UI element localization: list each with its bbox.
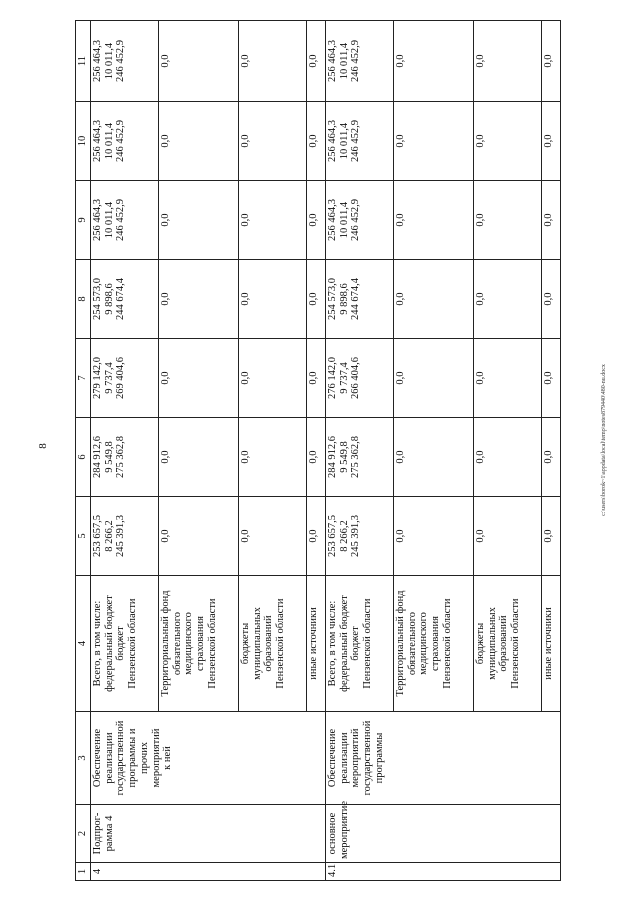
footer-file-path: c:\users\borok~1\appdata\local\temp\notes879440\480-nu.docx [601, 364, 607, 516]
value-cell [90, 102, 158, 181]
column-number-row [76, 21, 91, 881]
value-cell: 0,0 [158, 102, 238, 181]
col-number: 9 [76, 181, 91, 260]
block1-name: Обеспечение реализации государственной программы и прочих мероприятий к ней [90, 712, 325, 805]
value-cell: 0,0 [306, 181, 325, 260]
value-cell [325, 21, 393, 102]
value-line: 253 657,5 [326, 515, 338, 557]
value-cell [90, 497, 158, 576]
value-line: 9 549,8 [103, 441, 115, 473]
value-line: 246 452,9 [115, 199, 127, 241]
value-cell: 0,0 [238, 418, 306, 497]
value-line: 266 404,6 [350, 357, 362, 399]
value-cell: 0,0 [541, 418, 560, 497]
value-line: 254 573,0 [91, 278, 103, 320]
col-number: 6 [76, 418, 91, 497]
value-cell: 0,0 [238, 21, 306, 102]
value-cell [325, 497, 393, 576]
value-line: 256 464,3 [326, 40, 338, 82]
value-line: 8 266,2 [338, 520, 350, 552]
value-cell: 0,0 [158, 339, 238, 418]
value-line: 9 898,6 [338, 283, 350, 315]
value-cell [325, 418, 393, 497]
value-cell: 0,0 [158, 181, 238, 260]
label-total-federal-regional: Всего, в том числе: федеральный бюджет бюджет Пензенской области [325, 576, 393, 712]
col-number: 10 [76, 102, 91, 181]
col-number: 1 [76, 863, 91, 881]
label-tfoms: Территориальный фонд обязательного медицинского страхования Пензенской области [393, 576, 473, 712]
label-total-federal-regional: Всего, в том числе: федеральный бюджет бюджет Пензенской области [90, 576, 158, 712]
value-cell [90, 181, 158, 260]
value-line: 246 452,9 [350, 199, 362, 241]
value-line: 256 464,3 [91, 199, 103, 241]
value-line: 246 452,9 [350, 40, 362, 82]
value-line: 254 573,0 [326, 278, 338, 320]
value-line: 8 266,2 [103, 520, 115, 552]
value-cell: 0,0 [473, 21, 541, 102]
value-line: 9 898,6 [103, 283, 115, 315]
label-tfoms: Территориальный фонд обязательного медицинского страхования Пензенской области [158, 576, 238, 712]
value-cell: 0,0 [541, 181, 560, 260]
value-cell: 0,0 [541, 102, 560, 181]
value-cell: 0,0 [306, 102, 325, 181]
value-line: 246 452,9 [115, 40, 127, 82]
value-line: 244 674,4 [115, 278, 127, 320]
value-cell: 0,0 [238, 181, 306, 260]
value-cell: 0,0 [541, 21, 560, 102]
value-line: 279 142,0 [91, 357, 103, 399]
value-cell: 0,0 [393, 260, 473, 339]
col-number: 2 [76, 805, 91, 863]
value-line: 269 404,6 [115, 357, 127, 399]
block1-number: 4 [90, 863, 325, 881]
value-line: 256 464,3 [91, 120, 103, 162]
label-other: иные источники [306, 576, 325, 712]
label-municipal: бюджеты муниципальных образований Пензенской области [473, 576, 541, 712]
rotated-table-container [75, 21, 581, 881]
value-cell: 0,0 [238, 497, 306, 576]
value-line: 284 912,6 [326, 436, 338, 478]
value-cell: 0,0 [393, 181, 473, 260]
value-line: 10 011,4 [338, 122, 350, 160]
value-cell [325, 260, 393, 339]
page-number: 8 [37, 443, 49, 449]
value-cell: 0,0 [238, 339, 306, 418]
col-number: 7 [76, 339, 91, 418]
value-cell: 0,0 [306, 339, 325, 418]
value-cell: 0,0 [393, 339, 473, 418]
value-cell: 0,0 [541, 497, 560, 576]
col-number: 3 [76, 712, 91, 805]
value-cell: 0,0 [306, 497, 325, 576]
block1-type: Подпрог- рамма 4 [90, 805, 325, 863]
value-cell: 0,0 [158, 21, 238, 102]
value-cell: 0,0 [306, 418, 325, 497]
value-cell [325, 339, 393, 418]
value-cell: 0,0 [473, 181, 541, 260]
value-cell: 0,0 [473, 260, 541, 339]
value-line: 275 362,8 [350, 436, 362, 478]
value-cell: 0,0 [541, 260, 560, 339]
value-cell: 0,0 [393, 21, 473, 102]
block2-number: 4.1 [325, 863, 560, 881]
label-municipal: бюджеты муниципальных образований Пензенской области [238, 576, 306, 712]
col-number: 5 [76, 497, 91, 576]
value-cell: 0,0 [306, 21, 325, 102]
value-line: 9 737,4 [103, 362, 115, 394]
value-cell [90, 418, 158, 497]
col-number: 4 [76, 576, 91, 712]
block1-row-total [90, 21, 158, 881]
value-line: 246 452,9 [115, 120, 127, 162]
value-line: 10 011,4 [103, 122, 115, 160]
value-cell: 0,0 [393, 497, 473, 576]
block2-name: Обеспечение реализации мероприятий государственной программы [325, 712, 560, 805]
value-cell: 0,0 [306, 260, 325, 339]
funding-table [75, 20, 561, 881]
value-cell: 0,0 [238, 260, 306, 339]
value-line: 245 391,3 [350, 515, 362, 557]
value-cell [325, 102, 393, 181]
value-cell: 0,0 [238, 102, 306, 181]
value-line: 10 011,4 [103, 42, 115, 80]
block2-type: основное мероприятие [325, 805, 560, 863]
value-line: 284 912,6 [91, 436, 103, 478]
value-line: 244 674,4 [350, 278, 362, 320]
value-line: 10 011,4 [338, 201, 350, 239]
value-cell: 0,0 [473, 102, 541, 181]
value-cell: 0,0 [158, 260, 238, 339]
value-line: 245 391,3 [115, 515, 127, 557]
value-cell [325, 181, 393, 260]
value-line: 9 737,4 [338, 362, 350, 394]
value-line: 253 657,5 [91, 515, 103, 557]
value-cell: 0,0 [473, 418, 541, 497]
col-number: 8 [76, 260, 91, 339]
value-cell [90, 339, 158, 418]
value-line: 10 011,4 [103, 201, 115, 239]
value-cell: 0,0 [473, 339, 541, 418]
value-cell: 0,0 [158, 418, 238, 497]
value-cell: 0,0 [393, 418, 473, 497]
value-line: 9 549,8 [338, 441, 350, 473]
value-line: 10 011,4 [338, 42, 350, 80]
label-other: иные источники [541, 576, 560, 712]
value-cell: 0,0 [393, 102, 473, 181]
value-line: 256 464,3 [326, 120, 338, 162]
value-line: 276 142,0 [326, 357, 338, 399]
value-line: 246 452,9 [350, 120, 362, 162]
value-cell: 0,0 [473, 497, 541, 576]
value-cell [90, 260, 158, 339]
value-line: 256 464,3 [326, 199, 338, 241]
value-cell: 0,0 [158, 497, 238, 576]
value-cell [90, 21, 158, 102]
value-cell: 0,0 [541, 339, 560, 418]
value-line: 256 464,3 [91, 40, 103, 82]
value-line: 275 362,8 [115, 436, 127, 478]
block2-row-total [325, 21, 393, 881]
col-number: 11 [76, 21, 91, 102]
